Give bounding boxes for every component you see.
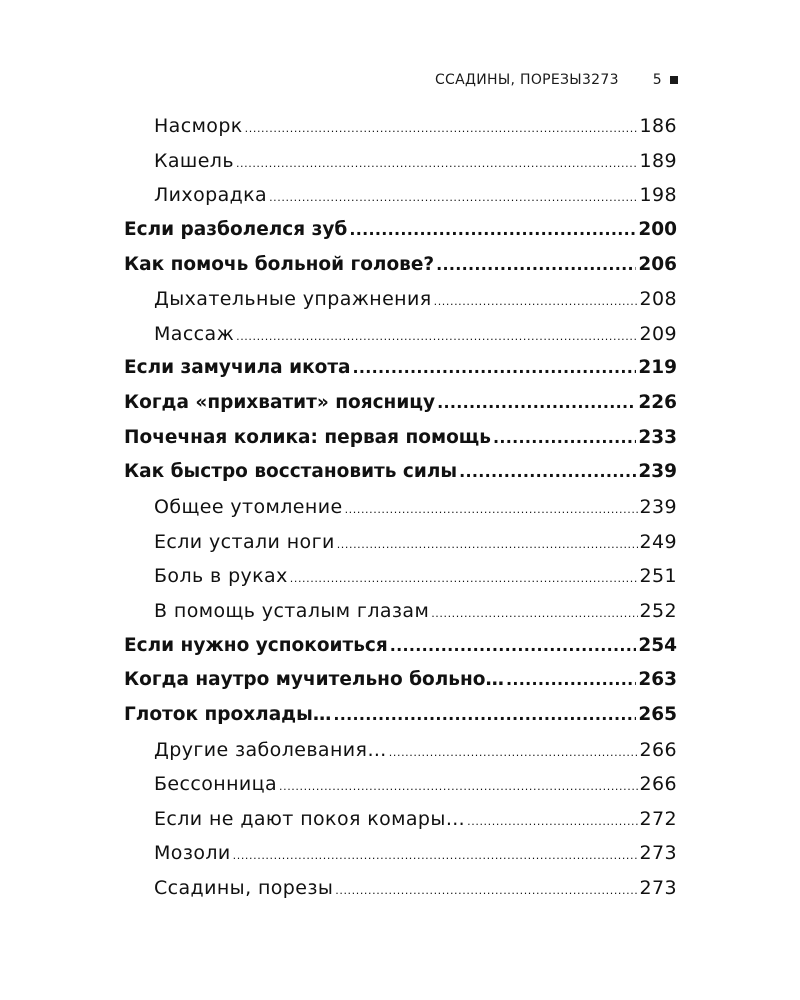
- dot-leader: [233, 842, 638, 864]
- toc-entry-page: 266: [639, 738, 677, 761]
- toc-entry-label: Если устали ноги: [154, 530, 335, 553]
- toc-entry-page: 186: [639, 115, 677, 137]
- toc-entry-page: 206: [638, 253, 677, 275]
- dot-leader: [245, 115, 638, 137]
- toc-entry-label: Насморк: [154, 115, 243, 137]
- dot-leader: [431, 600, 637, 622]
- toc-entry-label: Общее утомление: [154, 496, 343, 519]
- toc-entry-page: 200: [638, 218, 677, 240]
- toc-entry-page: 208: [639, 288, 677, 311]
- dot-leader: [236, 323, 637, 345]
- toc-entry-label: Когда «прихватит» поясницу: [124, 392, 436, 414]
- toc-entry: [124, 254, 677, 289]
- dot-leader: [290, 565, 638, 587]
- toc-entry-page: 254: [638, 634, 677, 656]
- toc-entry: [124, 739, 677, 774]
- toc-entry-label: Ссадины, порезы: [154, 877, 334, 900]
- toc-entry-page: 209: [639, 322, 677, 345]
- toc-entry-label: Другие заболевания…: [154, 738, 387, 761]
- toc-entry-label: Если нужно успокоиться: [124, 634, 388, 656]
- dot-leader: [269, 184, 637, 206]
- toc-entry-label: Почечная колика: первая помощь: [124, 426, 491, 448]
- toc-entry: [124, 288, 677, 323]
- dot-leader: [345, 496, 638, 518]
- toc-entry-label: Если замучила икота: [124, 357, 351, 379]
- toc-entry: [124, 704, 677, 739]
- toc-entry: [124, 150, 677, 185]
- dot-leader: [279, 773, 638, 795]
- toc-entry-label: Как быстро восстановить силы: [124, 461, 458, 483]
- toc-entry-page: 273: [639, 842, 677, 865]
- dot-leader: [337, 531, 638, 553]
- dot-leader: [467, 808, 637, 830]
- dot-leader: [459, 461, 636, 482]
- dot-leader: [506, 669, 636, 690]
- toc-entry: [124, 496, 677, 531]
- toc-entry-label: Кашель: [154, 149, 234, 172]
- toc-entry-page: 272: [639, 807, 677, 830]
- toc-entry-label: Глоток прохлады…: [124, 703, 332, 725]
- toc-entry: [124, 635, 677, 670]
- dot-leader: [434, 288, 638, 310]
- toc-entry: [124, 808, 677, 843]
- running-header-title: ССАДИНЫ, ПОРЕЗЫ3273: [434, 72, 619, 88]
- toc-entry-page: 265: [638, 703, 677, 725]
- toc-entry-label: Мозоли: [154, 842, 231, 865]
- toc-entry-page: 263: [638, 669, 677, 691]
- toc-entry-label: Дыхательные упражнения: [154, 288, 432, 311]
- toc-entry-page: 219: [638, 357, 677, 379]
- toc-entry-page: 252: [639, 599, 677, 622]
- toc-entry: [124, 357, 677, 392]
- toc-entry-label: Боль в руках: [154, 565, 288, 588]
- square-marker-icon: [670, 76, 678, 84]
- toc-entry-label: Бессонница: [154, 773, 278, 796]
- toc-entry-page: 273: [639, 877, 677, 900]
- dot-leader: [493, 427, 636, 448]
- toc-entry-label: Как помочь больной голове?: [124, 253, 435, 275]
- dot-leader: [236, 150, 638, 172]
- table-of-contents: [124, 115, 677, 912]
- toc-entry: [124, 773, 677, 808]
- toc-entry-label: Если разболелся зуб: [124, 218, 348, 240]
- dot-leader: [389, 739, 638, 761]
- toc-entry-label: Лихорадка: [154, 184, 268, 207]
- toc-entry-page: 198: [639, 184, 677, 207]
- toc-entry-label: Когда наутро мучительно больно…: [124, 669, 504, 691]
- page-number: 5: [652, 72, 662, 88]
- toc-entry: [124, 461, 677, 496]
- dot-leader: [335, 877, 637, 899]
- toc-entry-page: 189: [639, 149, 677, 172]
- toc-entry-page: 239: [639, 496, 677, 519]
- dot-leader: [333, 704, 636, 725]
- dot-leader: [437, 392, 636, 413]
- toc-entry-page: 239: [638, 461, 677, 483]
- toc-entry: [124, 842, 677, 877]
- toc-entry: [124, 600, 677, 635]
- toc-entry: [124, 427, 677, 462]
- dot-leader: [390, 635, 637, 656]
- toc-entry: [124, 669, 677, 704]
- dot-leader: [353, 357, 637, 378]
- toc-entry-page: 233: [638, 426, 677, 448]
- toc-entry-label: В помощь усталым глазам: [154, 599, 430, 622]
- toc-entry: [124, 392, 677, 427]
- dot-leader: [436, 254, 636, 275]
- toc-entry: [124, 219, 677, 254]
- toc-entry-page: 249: [639, 530, 677, 553]
- toc-entry-page: 251: [639, 565, 677, 588]
- dot-leader: [349, 219, 636, 240]
- toc-entry-page: 266: [639, 773, 677, 796]
- toc-entry: [124, 531, 677, 566]
- toc-entry: [124, 565, 677, 600]
- toc-entry: [124, 877, 677, 912]
- toc-entry-label: Если не дают покоя комары…: [154, 807, 466, 830]
- toc-entry-label: Массаж: [154, 322, 235, 345]
- toc-entry-page: 226: [638, 392, 677, 414]
- toc-entry: [124, 115, 677, 150]
- toc-entry: [124, 323, 677, 358]
- toc-entry: [124, 184, 677, 219]
- running-header: [435, 72, 678, 88]
